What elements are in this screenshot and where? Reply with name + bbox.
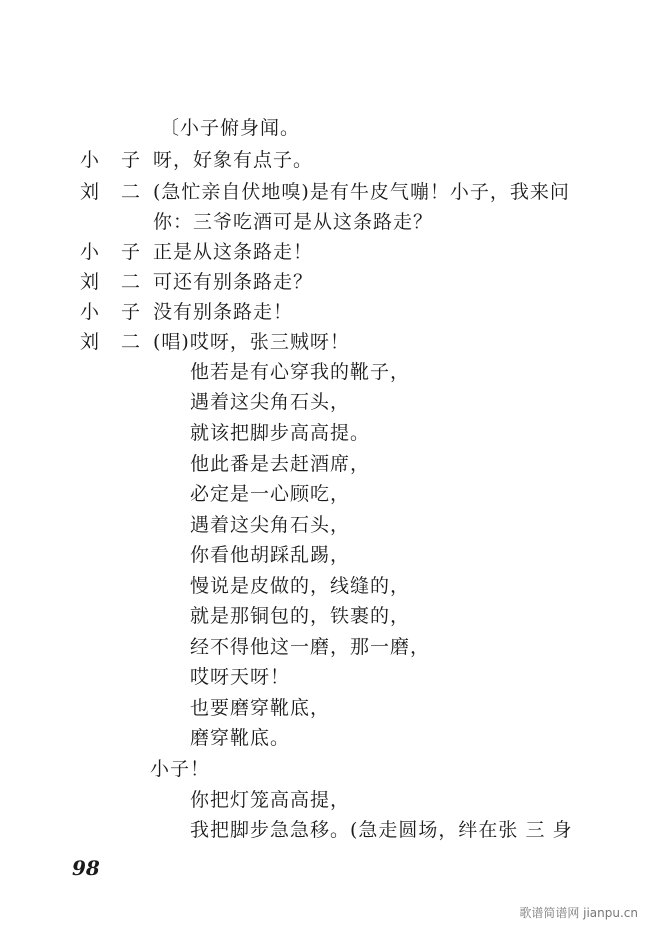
speaker-name: 刘二: [80, 271, 163, 293]
song-line: 遇着这尖角石头，: [190, 514, 351, 536]
song-line: 遇着这尖角石头，: [190, 391, 351, 413]
dialogue-text: (急忙亲自伏地嗅)是有牛皮气嘣！小子，我来问: [153, 181, 570, 203]
dialogue-text: 呀，好象有点子。: [153, 149, 314, 171]
watermark-text: 歌谱简谱网 jianpu.cn: [519, 906, 638, 920]
song-line: 我把脚步急急移。(急走圆场，绊在张 三 身: [190, 819, 573, 841]
song-line: 磨穿靴底。: [190, 727, 291, 749]
dialogue-text: 可还有别条路走？: [153, 271, 314, 293]
song-line: 你看他胡踩乱踢，: [190, 544, 351, 566]
address-line: 小子！: [150, 758, 211, 780]
song-line: 他若是有心穿我的靴子，: [190, 361, 411, 383]
song-line: 也要磨穿靴底，: [190, 697, 331, 719]
dialogue-text: 没有别条路走！: [153, 301, 294, 323]
speaker-name: 刘二: [80, 331, 163, 353]
song-line: 哎呀天呀！: [190, 666, 291, 688]
dialogue-text: 正是从这条路走！: [153, 241, 314, 263]
song-line: 慢说是皮做的，线缝的，: [190, 575, 411, 597]
song-line: 经不得他这一磨，那一磨，: [190, 636, 431, 658]
page-number: 98: [72, 856, 100, 880]
speaker-name: 小子: [80, 301, 163, 323]
song-line: 就该把脚步高高提。: [190, 422, 371, 444]
dialogue-text: 你：三爷吃酒可是从这条路走？: [153, 211, 434, 233]
song-line: 必定是一心顾吃，: [190, 483, 351, 505]
song-line: 他此番是去赶酒席，: [190, 453, 371, 475]
speaker-name: 小子: [80, 241, 163, 263]
song-line: 就是那铜包的，铁裹的，: [190, 605, 411, 627]
stage-direction: 〔小子俯身闻。: [160, 117, 301, 139]
dialogue-text: (唱)哎呀，张三贼呀！: [153, 331, 350, 353]
speaker-name: 刘二: [80, 181, 163, 203]
song-line: 你把灯笼高高提，: [190, 789, 351, 811]
speaker-name: 小子: [80, 149, 163, 171]
